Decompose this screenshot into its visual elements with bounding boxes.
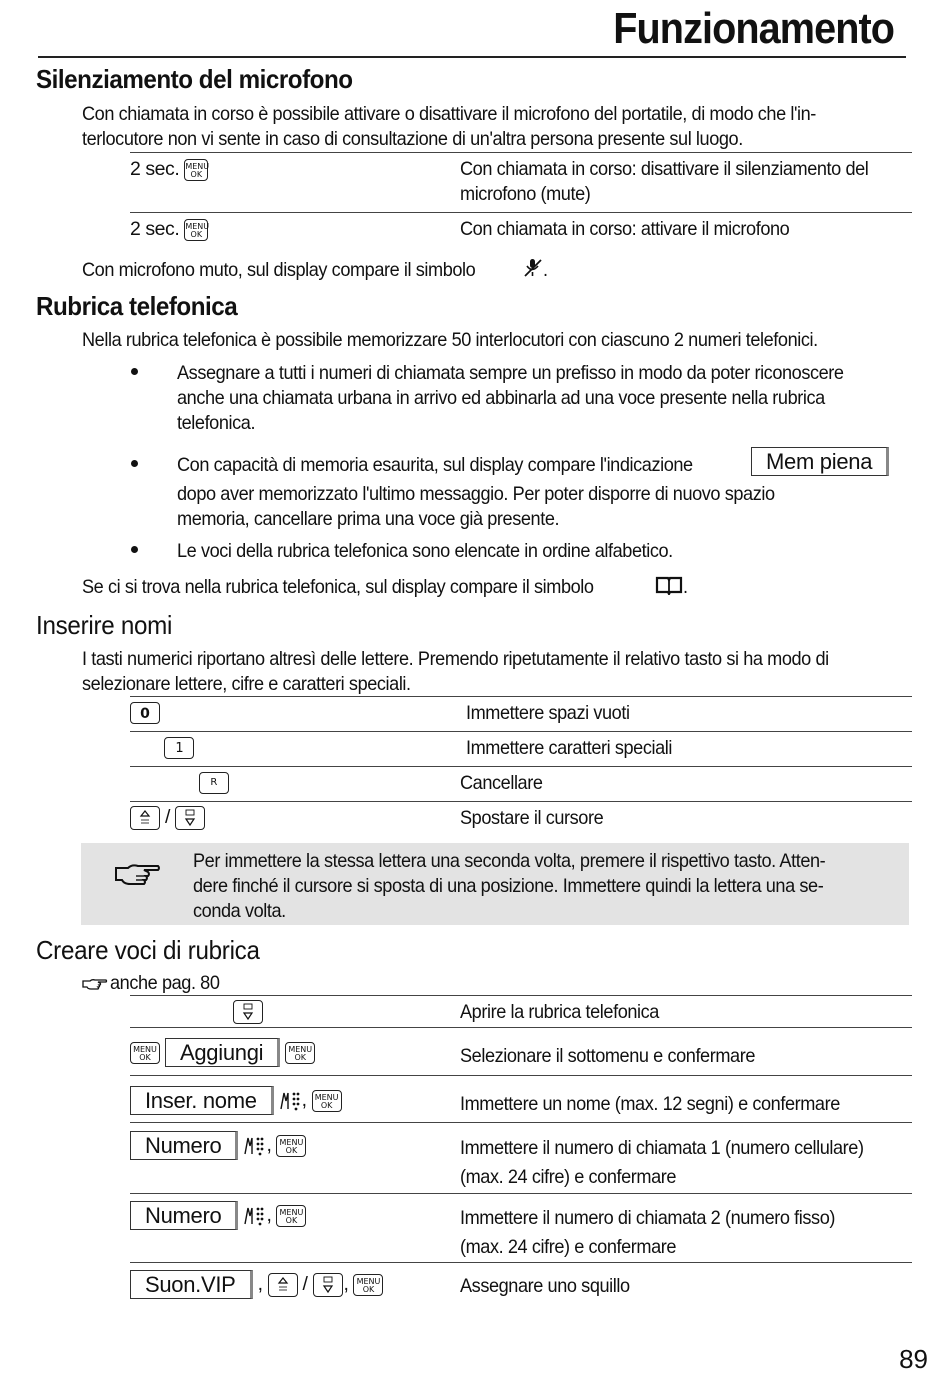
table-rule (130, 1262, 912, 1263)
bullet-2-line-2: dopo aver memorizzato l'ultimo messaggio. Per poter disporre di nuovo spazio (177, 483, 775, 505)
names-intro-line-2: selezionare lettere, cifre e caratteri speciali. (82, 673, 411, 695)
names-row-2-desc: Immettere caratteri speciali (466, 737, 672, 759)
create-reference: anche pag. 80 (110, 972, 220, 994)
menu-ok-key-icon: MENU OK (184, 159, 208, 181)
bullet-2-line-3: memoria, cancellare prima una voce già presente. (177, 508, 560, 530)
bullet-1-line-1: Assegnare a tutti i numeri di chiamata sempre un prefisso in modo da poter riconoscere (177, 362, 844, 384)
mute-row-2-desc: Con chiamata in corso: attivare il microfono (460, 218, 790, 240)
display-inser-nome: Inser. nome (130, 1086, 274, 1115)
display-mem-piena: Mem piena (751, 447, 889, 476)
keypad-letters-icon (243, 1204, 265, 1228)
mic-muted-icon (522, 257, 544, 279)
menu-ok-key-icon: MENU OK (276, 1205, 306, 1227)
mute-row-1-key (130, 157, 208, 182)
pointing-hand-icon (114, 860, 162, 888)
table-rule (130, 766, 912, 767)
arrow-down-key-icon (175, 806, 205, 830)
table-rule (130, 1193, 912, 1194)
display-aggiungi: Aggiungi (165, 1038, 280, 1067)
names-row-4-desc: Spostare il cursore (460, 807, 604, 829)
arrow-down-key-icon (233, 1000, 263, 1024)
menu-ok-key-icon: MENU OK (353, 1274, 383, 1296)
comma-separator: , (301, 1089, 307, 1111)
mute-row-2-key (130, 217, 208, 242)
comma-separator: , (257, 1273, 263, 1295)
phonebook-footer-text: Se ci si trova nella rubrica telefonica, sul display compare il simbolo (82, 576, 594, 598)
table-rule (130, 696, 912, 697)
table-rule (130, 1027, 912, 1028)
table-rule (130, 212, 912, 213)
section-heading-create: Creare voci di rubrica (36, 935, 260, 965)
note-line-1: Per immettere la stessa lettera una seconda volta, premere il rispettivo tasto. Atten- (193, 850, 826, 872)
create-row-4-desc-2: (max. 24 cifre) e confermare (460, 1166, 677, 1188)
bullet-1-line-2: anche una chiamata urbana in arrivo ed abbinarla ad una voce presente nella rubrica (177, 387, 825, 409)
note-line-2: dere finché il cursore si sposta di una posizione. Immettere quindi la lettera una se- (193, 875, 824, 897)
keypad-letters-icon (243, 1134, 265, 1158)
page-number: 89 (899, 1344, 928, 1374)
create-row-2-desc: Selezionare il sottomenu e confermare (460, 1045, 755, 1067)
bullet-dot (131, 546, 138, 553)
create-row-4-keys (130, 1131, 306, 1160)
slash-separator: / (302, 1273, 308, 1295)
display-suon-vip: Suon.VIP (130, 1270, 253, 1299)
mute-intro-line-1: Con chiamata in corso è possibile attivare o disattivare il microfono del portatile, di modo che l'in- (82, 103, 816, 125)
bullet-1-line-3: telefonica. (177, 412, 256, 434)
mute-footer-period: . (543, 259, 548, 281)
create-row-3-keys (130, 1086, 342, 1115)
phonebook-footer-period: . (683, 576, 688, 598)
arrow-up-key-icon (268, 1273, 298, 1297)
note-line-3: conda volta. (193, 900, 286, 922)
create-row-4-desc-1: Immettere il numero di chiamata 1 (numero cellulare) (460, 1137, 864, 1159)
create-row-2-keys (130, 1038, 315, 1067)
menu-ok-key-icon: MENU OK (276, 1135, 306, 1157)
mute-footer-text: Con microfono muto, sul display compare il simbolo (82, 259, 476, 281)
key-r-icon: R (199, 772, 229, 794)
create-row-3-desc: Immettere un nome (max. 12 segni) e confermare (460, 1093, 840, 1115)
arrow-up-key-icon (130, 806, 160, 830)
mute-row-1-duration: 2 sec. (130, 158, 180, 180)
slash-separator: / (165, 806, 170, 828)
keypad-letters-icon (279, 1089, 301, 1113)
table-rule (130, 731, 912, 732)
create-row-5-desc-2: (max. 24 cifre) e confermare (460, 1236, 677, 1258)
table-rule (130, 801, 912, 802)
names-intro-line-1: I tasti numerici riportano altresì delle lettere. Premendo ripetutamente il relativo tasto si ha modo di (82, 648, 829, 670)
page-header-title: Funzionamento (613, 4, 894, 53)
comma-separator: , (266, 1134, 272, 1156)
display-numero-2: Numero (130, 1201, 238, 1230)
names-row-3-desc: Cancellare (460, 772, 543, 794)
table-rule (130, 995, 912, 996)
create-row-5-desc-1: Immettere il numero di chiamata 2 (numero fisso) (460, 1207, 836, 1229)
table-rule (130, 152, 912, 153)
mute-row-1-desc-1: Con chiamata in corso: disattivare il silenziamento del (460, 158, 869, 180)
comma-separator: , (266, 1204, 272, 1226)
names-row-1-desc: Immettere spazi vuoti (466, 702, 630, 724)
table-rule (130, 1075, 912, 1076)
key-0-icon: 0 (130, 702, 160, 724)
bullet-dot (131, 460, 138, 467)
bullet-dot (131, 368, 138, 375)
header-rule (38, 56, 906, 58)
names-row-4-keys (130, 805, 205, 830)
table-rule (130, 1122, 912, 1123)
menu-ok-key-icon: MENU OK (312, 1090, 342, 1112)
display-numero-1: Numero (130, 1131, 238, 1160)
phonebook-intro: Nella rubrica telefonica è possibile memorizzare 50 interlocutori con ciascuno 2 numeri telefonici. (82, 329, 818, 351)
menu-ok-key-icon: MENU OK (184, 219, 208, 241)
create-row-5-keys (130, 1201, 306, 1230)
key-1-icon: 1 (164, 737, 194, 759)
section-heading-phonebook: Rubrica telefonica (36, 291, 238, 321)
reference-hand-icon (82, 977, 108, 993)
comma-separator: , (343, 1273, 349, 1295)
section-heading-mute: Silenziamento del microfono (36, 64, 353, 94)
arrow-down-key-icon (313, 1273, 343, 1297)
menu-ok-key-icon: MENU OK (285, 1042, 315, 1064)
create-row-6-keys (130, 1270, 383, 1299)
create-row-1-desc: Aprire la rubrica telefonica (460, 1001, 659, 1023)
mute-row-2-duration: 2 sec. (130, 218, 180, 240)
mute-row-1-desc-2: microfono (mute) (460, 183, 591, 205)
phonebook-book-icon (655, 575, 683, 595)
bullet-3: Le voci della rubrica telefonica sono elencate in ordine alfabetico. (177, 540, 673, 562)
section-heading-names: Inserire nomi (36, 610, 173, 640)
mute-intro-line-2: terlocutore non vi sente in caso di consultazione di un'altra persona presente sul luogo. (82, 128, 743, 150)
menu-ok-key-icon: MENU OK (130, 1042, 160, 1064)
bullet-2-line-1: Con capacità di memoria esaurita, sul display compare l'indicazione (177, 454, 693, 476)
create-row-6-desc: Assegnare uno squillo (460, 1275, 630, 1297)
